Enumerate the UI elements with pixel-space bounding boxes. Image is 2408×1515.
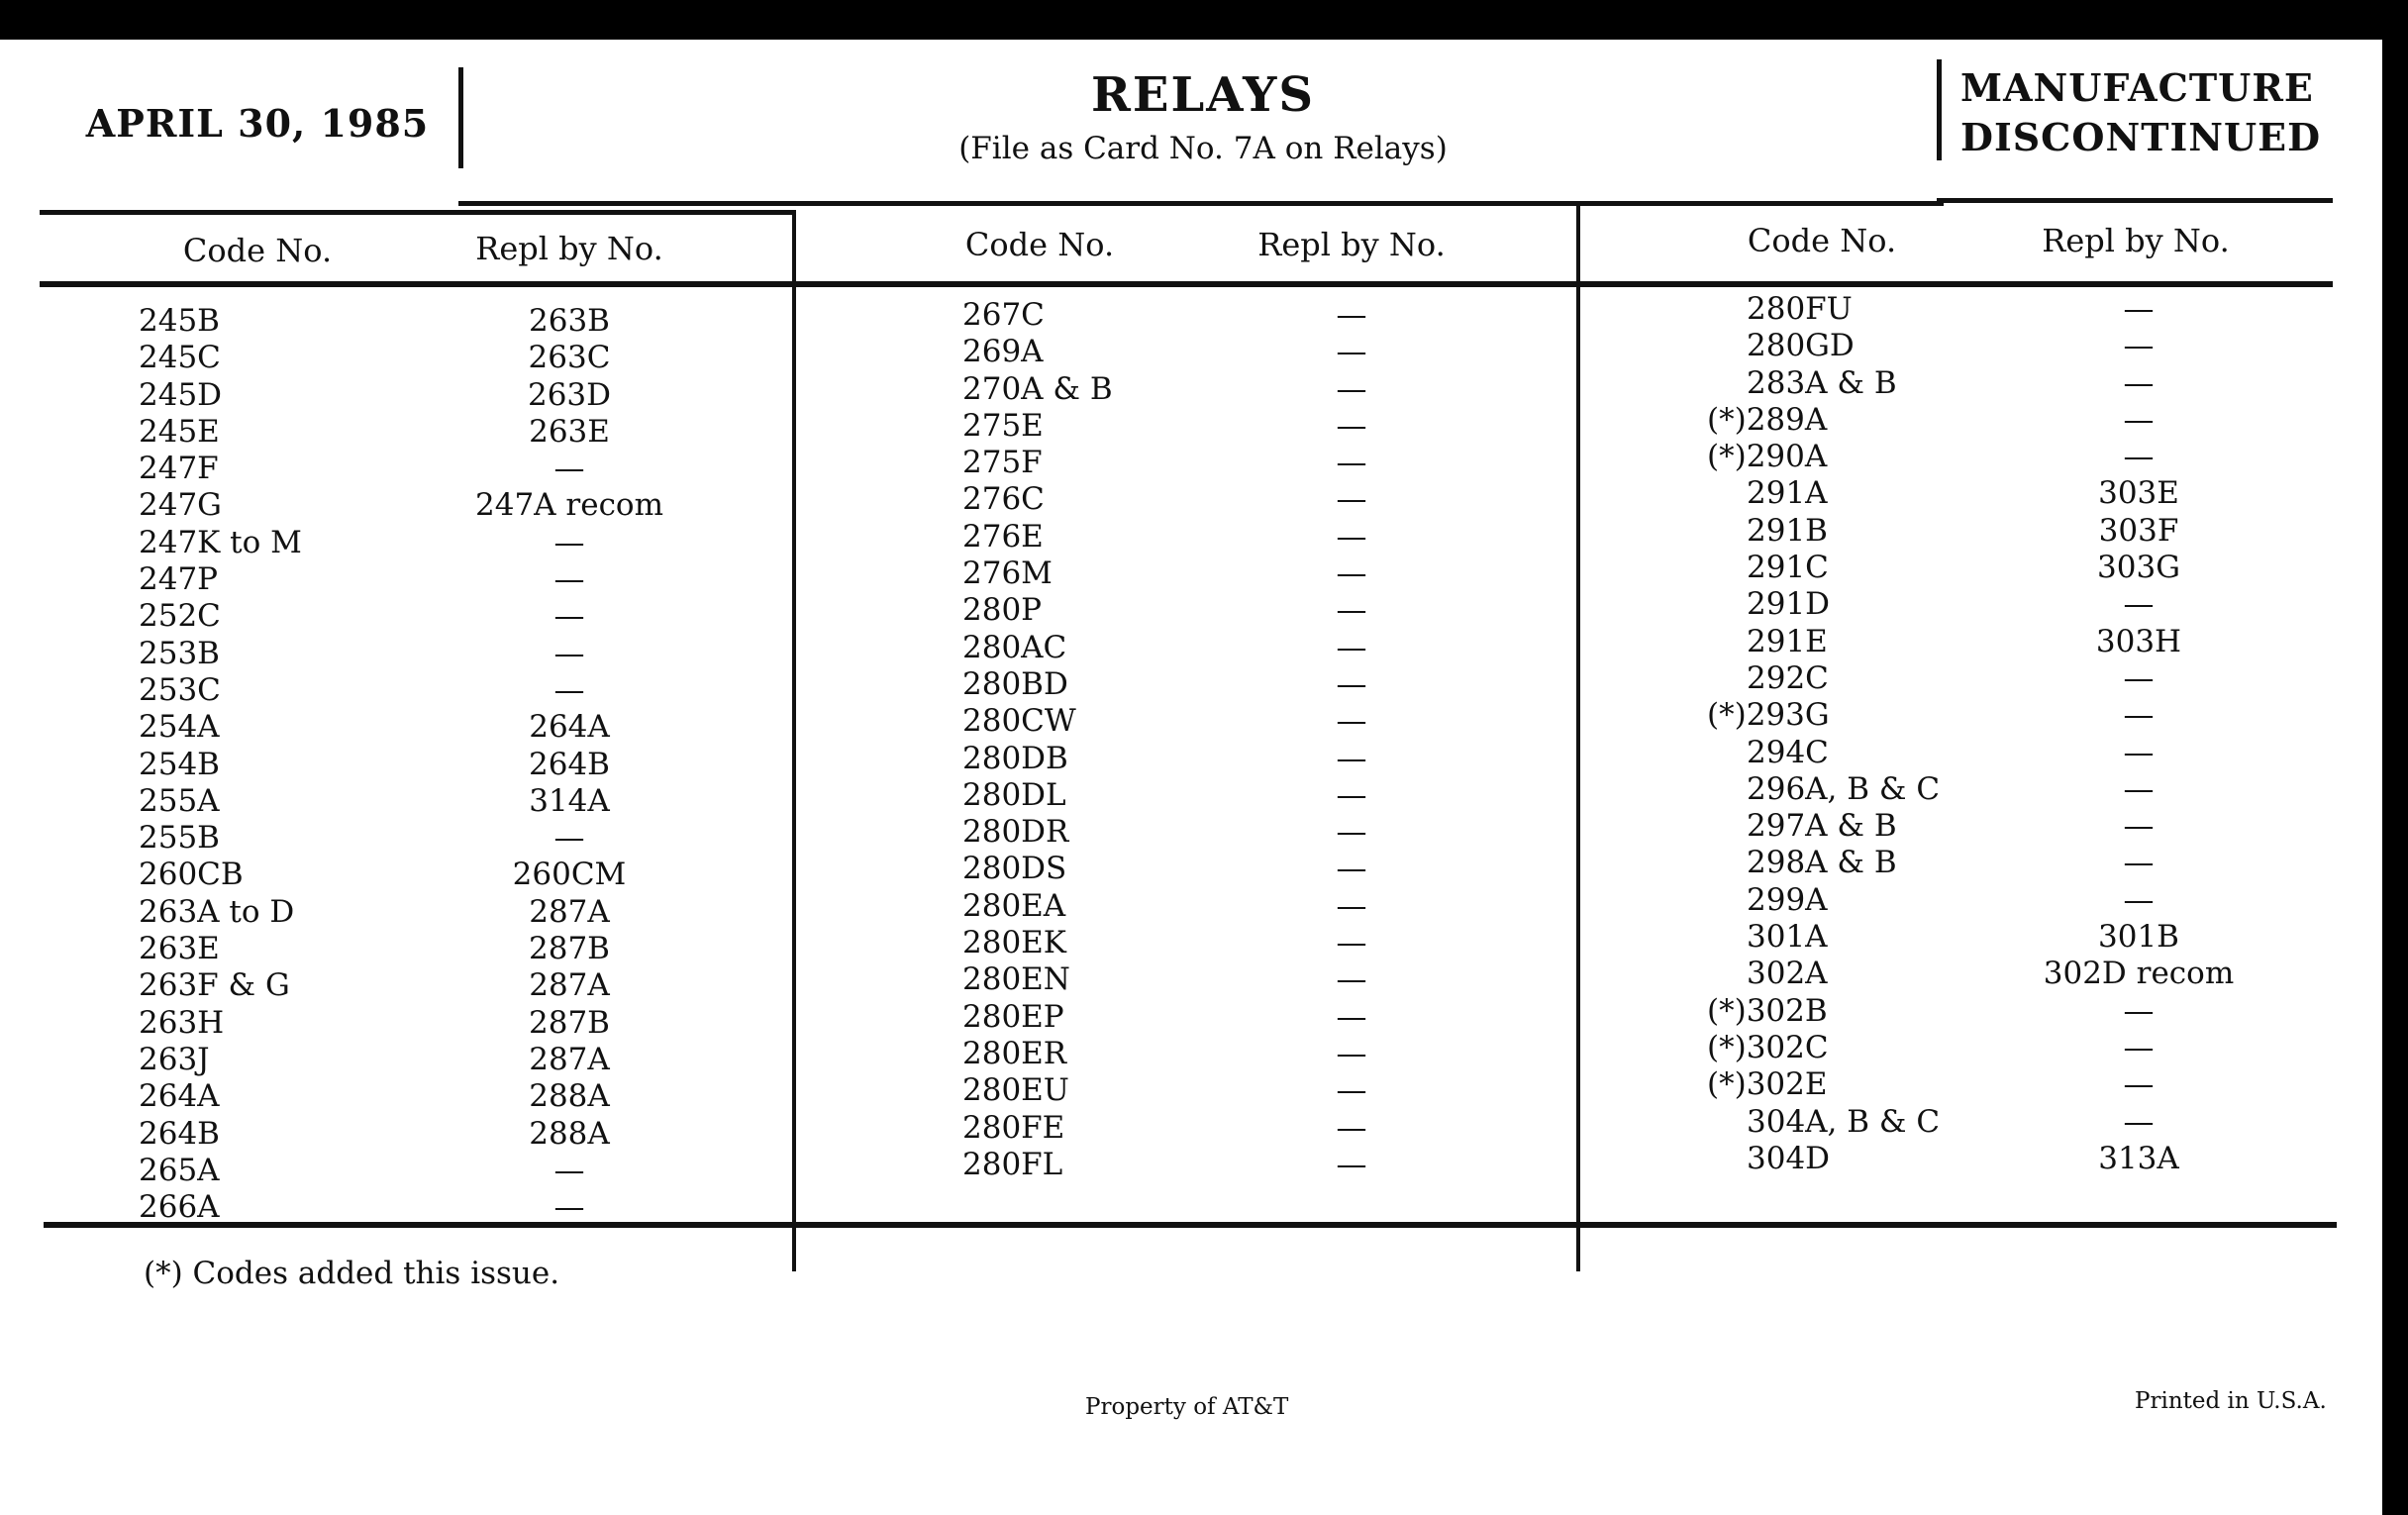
repl-cell: — (553, 598, 585, 635)
code-cell: 247F (139, 451, 219, 487)
repl-cell: 287A (529, 893, 610, 930)
repl-cell: — (1336, 961, 1367, 998)
code-cell: 280ER (962, 1035, 1067, 1071)
repl-cell: — (2123, 1066, 2155, 1103)
code-cell: 280GD (1747, 328, 1855, 364)
repl-cell: 263B (529, 303, 610, 339)
column-1-repl-header: Repl by No. (475, 230, 663, 267)
column-3-code-header: Code No. (1747, 222, 1897, 259)
code-cell: 266A (139, 1189, 220, 1226)
repl-cell: — (2123, 586, 2155, 623)
repl-cell: 260CM (512, 857, 627, 893)
column-3-rows (0, 291, 2376, 1177)
code-cell: 269A (962, 334, 1044, 370)
repl-cell: — (1336, 1035, 1367, 1071)
code-cell: 291C (1747, 550, 1829, 586)
code-cell: 275F (962, 445, 1043, 481)
code-cell: 264A (139, 1078, 220, 1115)
repl-cell: — (1336, 445, 1367, 481)
header-divider-right (1937, 59, 1942, 160)
repl-cell: — (2123, 992, 2155, 1029)
code-cell: 276M (962, 556, 1053, 592)
table-row (0, 328, 2376, 364)
code-cell: 280EP (962, 998, 1064, 1035)
page-subtitle: (File as Card No. 7A on Relays) (958, 131, 1448, 166)
code-cell: 280FU (1747, 291, 1853, 327)
code-cell: 292C (1747, 659, 1829, 696)
code-cell: 280DS (962, 851, 1067, 887)
repl-cell: — (2123, 1103, 2155, 1140)
code-cell: 299A (1747, 881, 1828, 918)
column-1-code-header: Code No. (182, 232, 333, 269)
code-cell: 291A (1747, 475, 1828, 512)
table-row (0, 1030, 2376, 1066)
code-cell: (*)290A (1707, 439, 1828, 475)
repl-cell: 301B (2098, 919, 2179, 956)
repl-cell: — (1336, 998, 1367, 1035)
code-cell: 276C (962, 481, 1045, 518)
repl-cell: — (1336, 776, 1367, 813)
repl-cell: 287A (529, 967, 610, 1004)
repl-cell: 247A recom (475, 487, 663, 524)
footnote: (*) Codes added this issue. (144, 1256, 560, 1291)
repl-cell: 263C (528, 340, 611, 376)
repl-cell: — (1336, 629, 1367, 665)
repl-cell: — (2123, 364, 2155, 401)
repl-cell: — (1336, 665, 1367, 702)
code-cell: 298A & B (1747, 845, 1897, 881)
code-cell: 296A, B & C (1747, 770, 1941, 807)
table-row (0, 956, 2376, 992)
table-row (0, 919, 2376, 956)
code-cell: 291E (1747, 623, 1828, 659)
table-row (0, 402, 2376, 439)
repl-cell: — (1336, 925, 1367, 961)
column-header-rule (40, 281, 2333, 287)
repl-cell: — (553, 524, 585, 560)
repl-cell: — (2123, 439, 2155, 475)
code-cell: 304D (1747, 1140, 1831, 1176)
table-row (0, 624, 2376, 660)
repl-cell: — (1336, 297, 1367, 333)
code-cell: 304A, B & C (1747, 1103, 1941, 1140)
code-cell: 270A & B (962, 370, 1113, 407)
code-cell: 263A to D (139, 893, 295, 930)
table-row (0, 1104, 2376, 1141)
code-cell: 302A (1747, 956, 1828, 992)
repl-cell: — (2123, 659, 2155, 696)
table-row (0, 660, 2376, 697)
repl-cell: — (2123, 328, 2155, 364)
repl-cell: — (1336, 518, 1367, 555)
repl-cell: — (1336, 334, 1367, 370)
code-cell: 280P (962, 592, 1043, 629)
code-cell: 263E (139, 931, 220, 967)
code-cell: 280BD (962, 665, 1068, 702)
table-row (0, 697, 2376, 734)
header-divider-left (458, 67, 463, 168)
printed-notice: Printed in U.S.A. (2135, 1388, 2327, 1414)
code-cell: 291D (1747, 586, 1831, 623)
relay-card (0, 40, 2382, 1515)
header-rule-left (40, 210, 792, 215)
header-rule-right (1937, 198, 2333, 203)
repl-cell: — (1336, 1072, 1367, 1109)
repl-cell: — (2123, 1029, 2155, 1065)
repl-cell: — (553, 1189, 585, 1226)
repl-cell: 303E (2098, 475, 2179, 512)
repl-cell: — (2123, 808, 2155, 845)
table-row (0, 735, 2376, 771)
code-cell: 245D (139, 376, 223, 413)
code-cell: 247G (139, 487, 222, 524)
repl-cell: — (553, 635, 585, 671)
code-cell: 263F & G (139, 967, 290, 1004)
repl-cell: — (553, 671, 585, 708)
repl-cell: 303G (2097, 550, 2180, 586)
column-2-repl-header: Repl by No. (1257, 226, 1446, 263)
code-cell: (*)302C (1707, 1029, 1829, 1065)
repl-cell: 288A (529, 1115, 610, 1152)
repl-cell: 263E (529, 413, 610, 450)
repl-cell: — (553, 1152, 585, 1188)
table-row (0, 1141, 2376, 1177)
code-cell: 280DR (962, 814, 1069, 851)
table-row (0, 845, 2376, 881)
code-cell: 260CB (139, 857, 244, 893)
repl-cell: — (553, 820, 585, 857)
repl-cell: — (2123, 697, 2155, 734)
code-cell: 280AC (962, 629, 1067, 665)
repl-cell: — (2123, 291, 2155, 327)
column-3-repl-header: Repl by No. (2042, 222, 2230, 259)
repl-cell: — (1336, 740, 1367, 776)
code-cell: 280EU (962, 1072, 1069, 1109)
table-row (0, 586, 2376, 623)
code-cell: 253C (139, 671, 221, 708)
repl-cell: — (553, 561, 585, 598)
repl-cell: 287B (529, 1004, 610, 1041)
table-row (0, 771, 2376, 808)
status-line-2: DISCONTINUED (1960, 115, 2322, 159)
page-title: RELAYS (1090, 67, 1315, 123)
repl-cell: — (1336, 481, 1367, 518)
code-cell: (*)302B (1707, 992, 1828, 1029)
repl-cell: — (553, 451, 585, 487)
code-cell: 253B (139, 635, 220, 671)
code-cell: 255A (139, 782, 220, 819)
code-cell: 291B (1747, 512, 1828, 549)
repl-cell: — (1336, 407, 1367, 444)
repl-cell: 264A (529, 709, 610, 746)
code-cell: 267C (962, 297, 1045, 333)
code-cell: 301A (1747, 919, 1828, 956)
repl-cell: — (2123, 881, 2155, 918)
code-cell: 294C (1747, 734, 1829, 770)
table-row (0, 291, 2376, 328)
repl-cell: 287A (529, 1041, 610, 1077)
code-cell: 280DB (962, 740, 1068, 776)
repl-cell: 303H (2095, 623, 2182, 659)
code-cell: 280EA (962, 887, 1066, 924)
code-cell: 280FE (962, 1109, 1065, 1146)
repl-cell: — (2123, 401, 2155, 438)
code-cell: 247P (139, 561, 219, 598)
table-row (0, 439, 2376, 475)
repl-cell: — (1336, 592, 1367, 629)
repl-cell: — (2123, 770, 2155, 807)
repl-cell: — (1336, 887, 1367, 924)
code-cell: 280FL (962, 1146, 1063, 1182)
repl-cell: — (2123, 734, 2155, 770)
code-cell: 252C (139, 598, 221, 635)
table-row (0, 1066, 2376, 1103)
repl-cell: 313A (2098, 1140, 2179, 1176)
repl-cell: 264B (529, 746, 610, 782)
code-cell: 283A & B (1747, 364, 1897, 401)
code-cell: (*)293G (1707, 697, 1830, 734)
property-notice: Property of AT&T (1085, 1394, 1289, 1420)
code-cell: 297A & B (1747, 808, 1897, 845)
table-row (0, 365, 2376, 402)
repl-cell: — (1336, 1146, 1367, 1182)
column-2-code-header: Code No. (964, 226, 1115, 263)
repl-cell: — (1336, 814, 1367, 851)
code-cell: 265A (139, 1152, 220, 1188)
table-row (0, 882, 2376, 919)
code-cell: 280EN (962, 961, 1070, 998)
repl-cell: 303F (2098, 512, 2179, 549)
table-row (0, 513, 2376, 550)
status-line-1: MANUFACTURE (1960, 65, 2314, 110)
status-label (1960, 63, 2321, 162)
code-cell: 280DL (962, 776, 1066, 813)
repl-cell: — (2123, 845, 2155, 881)
repl-cell: 288A (529, 1078, 610, 1115)
code-cell: 280EK (962, 925, 1066, 961)
code-cell: 264B (139, 1115, 220, 1152)
code-cell: 247K to M (139, 524, 302, 560)
repl-cell: — (1336, 556, 1367, 592)
code-cell: 275E (962, 407, 1044, 444)
code-cell: 263J (139, 1041, 210, 1077)
table-row (0, 993, 2376, 1030)
code-cell: 255B (139, 820, 220, 857)
code-cell: 280CW (962, 703, 1076, 740)
code-cell: (*)289A (1707, 401, 1828, 438)
code-cell: 245C (139, 340, 221, 376)
code-cell: 245B (139, 303, 220, 339)
repl-cell: 314A (529, 782, 610, 819)
issue-date: APRIL 30, 1985 (85, 101, 430, 146)
code-cell: (*)302E (1707, 1066, 1828, 1103)
code-cell: 263H (139, 1004, 225, 1041)
repl-cell: — (1336, 851, 1367, 887)
header-rule-main (458, 201, 1944, 206)
repl-cell: 302D recom (2043, 956, 2235, 992)
table-row (0, 550, 2376, 586)
table-row (0, 808, 2376, 845)
table-row (0, 475, 2376, 512)
code-cell: 245E (139, 413, 220, 450)
repl-cell: — (1336, 703, 1367, 740)
code-cell: 276E (962, 518, 1044, 555)
repl-cell: 263D (527, 376, 612, 413)
code-cell: 254B (139, 746, 220, 782)
code-cell: 254A (139, 709, 220, 746)
repl-cell: — (1336, 1109, 1367, 1146)
table-row (0, 1189, 792, 1226)
repl-cell: — (1336, 370, 1367, 407)
repl-cell: 287B (529, 931, 610, 967)
